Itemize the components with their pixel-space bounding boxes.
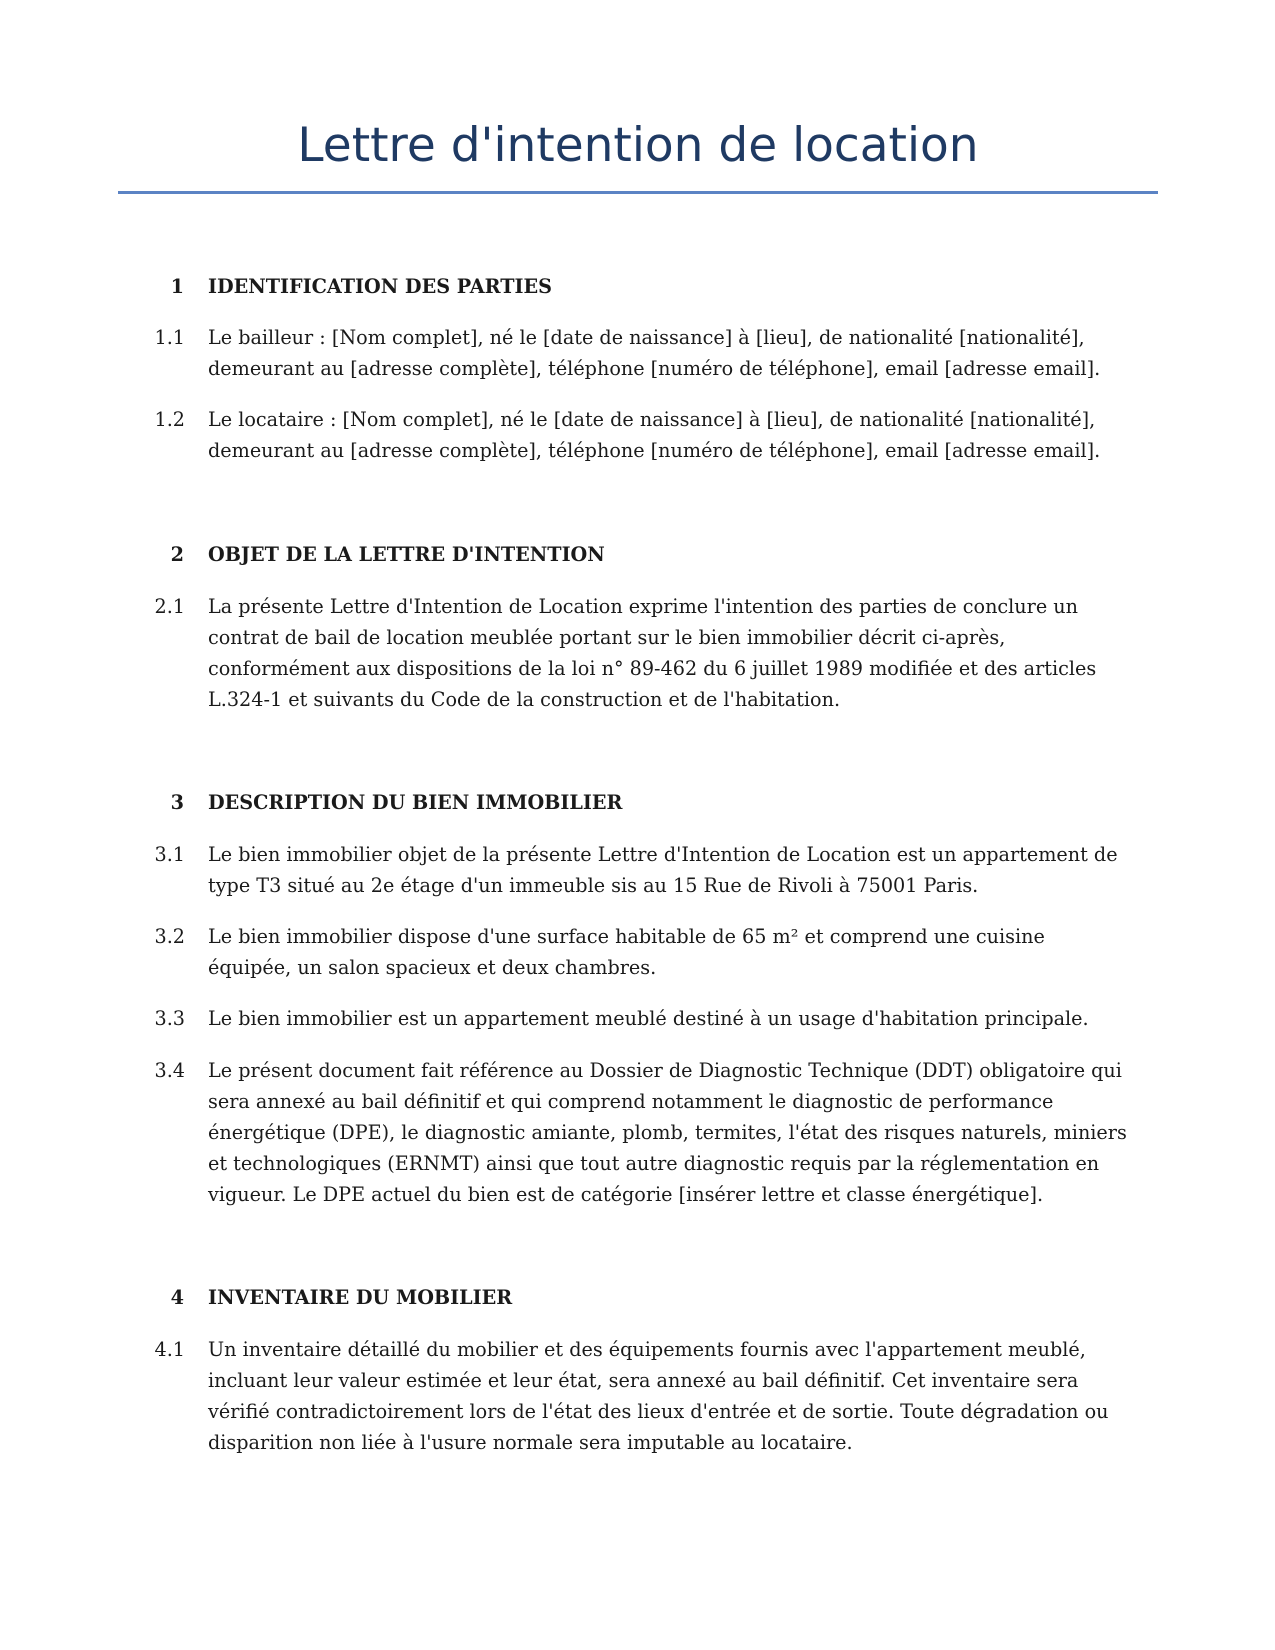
section-number: 4 bbox=[170, 1286, 184, 1309]
clause-number: 1.2 bbox=[154, 408, 185, 431]
section-number: 1 bbox=[170, 275, 184, 298]
section-title: DESCRIPTION DU BIEN IMMOBILIER bbox=[208, 791, 623, 814]
clause-number: 3.4 bbox=[154, 1059, 185, 1082]
clause-number: 4.1 bbox=[154, 1338, 185, 1361]
clause-text: Le bien immobilier dispose d'une surface habitable de 65 m² et comprend une cuisine équipée, un salon spacieux et deux chambres. bbox=[208, 925, 1045, 979]
section-title: INVENTAIRE DU MOBILIER bbox=[208, 1286, 513, 1309]
clause-text: La présente Lettre d'Intention de Location exprime l'intention des parties de conclure un contrat de bail de location meublée portant sur le bien immobilier décrit ci-après, conformément aux dispositions de la loi n° 89-462 du 6 juillet 1989 modifiée et des articles L.324-1 et suivants du Code de la construction et de l'habitation. bbox=[208, 595, 1097, 711]
clause-text: Le bien immobilier est un appartement meublé destiné à un usage d'habitation principale. bbox=[208, 1007, 1089, 1030]
title-underline-rule bbox=[118, 191, 1158, 194]
clause-text: Le bailleur : [Nom complet], né le [date de naissance] à [lieu], de nationalité [nationalité], demeurant au [adresse complète], téléphone [numéro de téléphone], email [adresse email]. bbox=[208, 326, 1101, 380]
clause-number: 3.2 bbox=[154, 925, 185, 948]
document-title: Lettre d'intention de location bbox=[297, 118, 979, 173]
clause-text: Le locataire : [Nom complet], né le [date de naissance] à [lieu], de nationalité [nationalité], demeurant au [adresse complète], téléphone [numéro de téléphone], email [adresse email]. bbox=[208, 408, 1101, 462]
clause-text: Le bien immobilier objet de la présente Lettre d'Intention de Location est un appartement de type T3 situé au 2e étage d'un immeuble sis au 15 Rue de Rivoli à 75001 Paris. bbox=[208, 843, 1118, 897]
clause-number: 3.1 bbox=[154, 843, 185, 866]
section-title: IDENTIFICATION DES PARTIES bbox=[208, 275, 552, 298]
clause-number: 2.1 bbox=[154, 595, 185, 618]
section-number: 2 bbox=[170, 543, 184, 566]
section-title: OBJET DE LA LETTRE D'INTENTION bbox=[208, 543, 605, 566]
clause-text: Un inventaire détaillé du mobilier et des équipements fournis avec l'appartement meublé, incluant leur valeur estimée et leur état, sera annexé au bail définitif. Cet inventaire sera vérifié contradictoirement lors de l'état des lieux d'entrée et de sortie. Toute dégradation ou disparition non liée à l'usure normale sera imputable au locataire. bbox=[208, 1338, 1109, 1454]
clause-number: 1.1 bbox=[154, 326, 185, 349]
clause-text: Le présent document fait référence au Dossier de Diagnostic Technique (DDT) obligatoire qui sera annexé au bail définitif et qui comprend notamment le diagnostic de performance énergétique (DPE), le diagnostic amiante, plomb, termites, l'état des risques naturels, miniers et technologiques (ERNMT) ainsi que tout autre diagnostic requis par la réglementation en vigueur. Le DPE actuel du bien est de catégorie [insérer lettre et classe énergétique]. bbox=[208, 1059, 1127, 1206]
clause-number: 3.3 bbox=[154, 1007, 185, 1030]
section-number: 3 bbox=[170, 791, 184, 814]
